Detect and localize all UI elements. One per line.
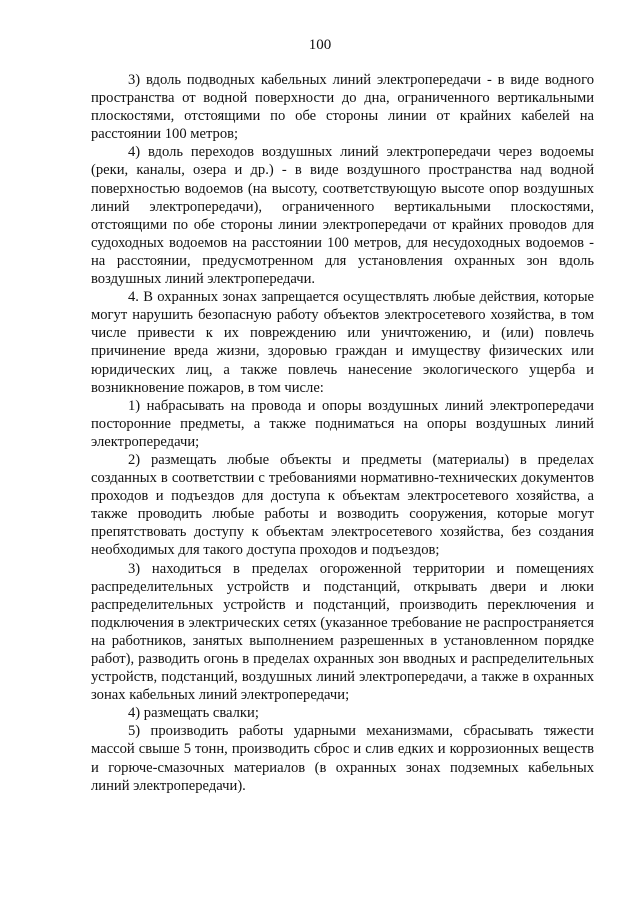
paragraph-water-crossing-zone: 4) вдоль переходов воздушных линий электропередачи через водоемы (реки, каналы, озера и др.) - в виде воздушного пространства над водной поверхностью водоемов (на высоту, соответствующую высоте опор воздушных линий электропередачи), ограниченного вертикальными плоскостями, отстоящими по обе стороны линии электропередачи от крайних проводов для судоходных водоемов на расстоянии 100 метров, для несудоходных водоемов - на расстоянии, предусмотренном для установления охранных зон вдоль воздушных линий электропередачи. bbox=[91, 144, 594, 288]
page-number: 100 bbox=[308, 37, 332, 53]
paragraph-prohibition-4: 4) размещать свалки; bbox=[128, 705, 259, 722]
document-body bbox=[91, 71, 594, 795]
paragraph-prohibition-3: 3) находиться в пределах огороженной территории и помещениях распределительных устройств и подстанций, открывать двери и люки распределительных устройств и подстанций, производить переключения и подключения в электрических сетях (указанное требование не распространяется на работников, занятых выполнением разрешенных в установленном порядке работ), разводить огонь в пределах охранных зон вводных и распределительных устройств, подстанций, воздушных линий электропередачи, а также в охранных зонах кабельных линий электропередачи; bbox=[91, 560, 594, 704]
paragraph-prohibition-5: 5) производить работы ударными механизмами, сбрасывать тяжести массой свыше 5 тонн, производить сброс и слив едких и коррозионных веществ и горюче-смазочных материалов (в охранных зонах подземных кабельных линий электропередачи). bbox=[91, 723, 594, 794]
paragraph-prohibition-1: 1) набрасывать на провода и опоры воздушных линий электропередачи посторонние предметы, а также подниматься на опоры воздушных линий электропередачи; bbox=[91, 397, 594, 450]
paragraph-underwater-cable-zone: 3) вдоль подводных кабельных линий электропередачи - в виде водного пространства от водной поверхности до дна, ограниченного вертикальными плоскостями, отстоящими по обе стороны линии от крайних кабелей на расстоянии 100 метров; bbox=[91, 72, 594, 143]
paragraph-prohibition-2: 2) размещать любые объекты и предметы (материалы) в пределах созданных в соответствии с требованиями нормативно-технических документов проходов и подъездов для доступа к объектам электросетевого хозяйства, а также проводить любые работы и возводить сооружения, которые могут препятствовать доступу к объектам электросетевого хозяйства, без создания необходимых для такого доступа проходов и подъездов; bbox=[91, 451, 594, 559]
paragraph-prohibited-actions: 4. В охранных зонах запрещается осуществлять любые действия, которые могут нарушить безопасную работу объектов электросетевого хозяйства, в том числе привести к их повреждению или уничтожению, и (или) повлечь причинение вреда жизни, здоровью граждан и имуществу физических или юридических лиц, а также повлечь нанесение экологического ущерба и возникновение пожаров, в том числе: bbox=[91, 289, 594, 396]
